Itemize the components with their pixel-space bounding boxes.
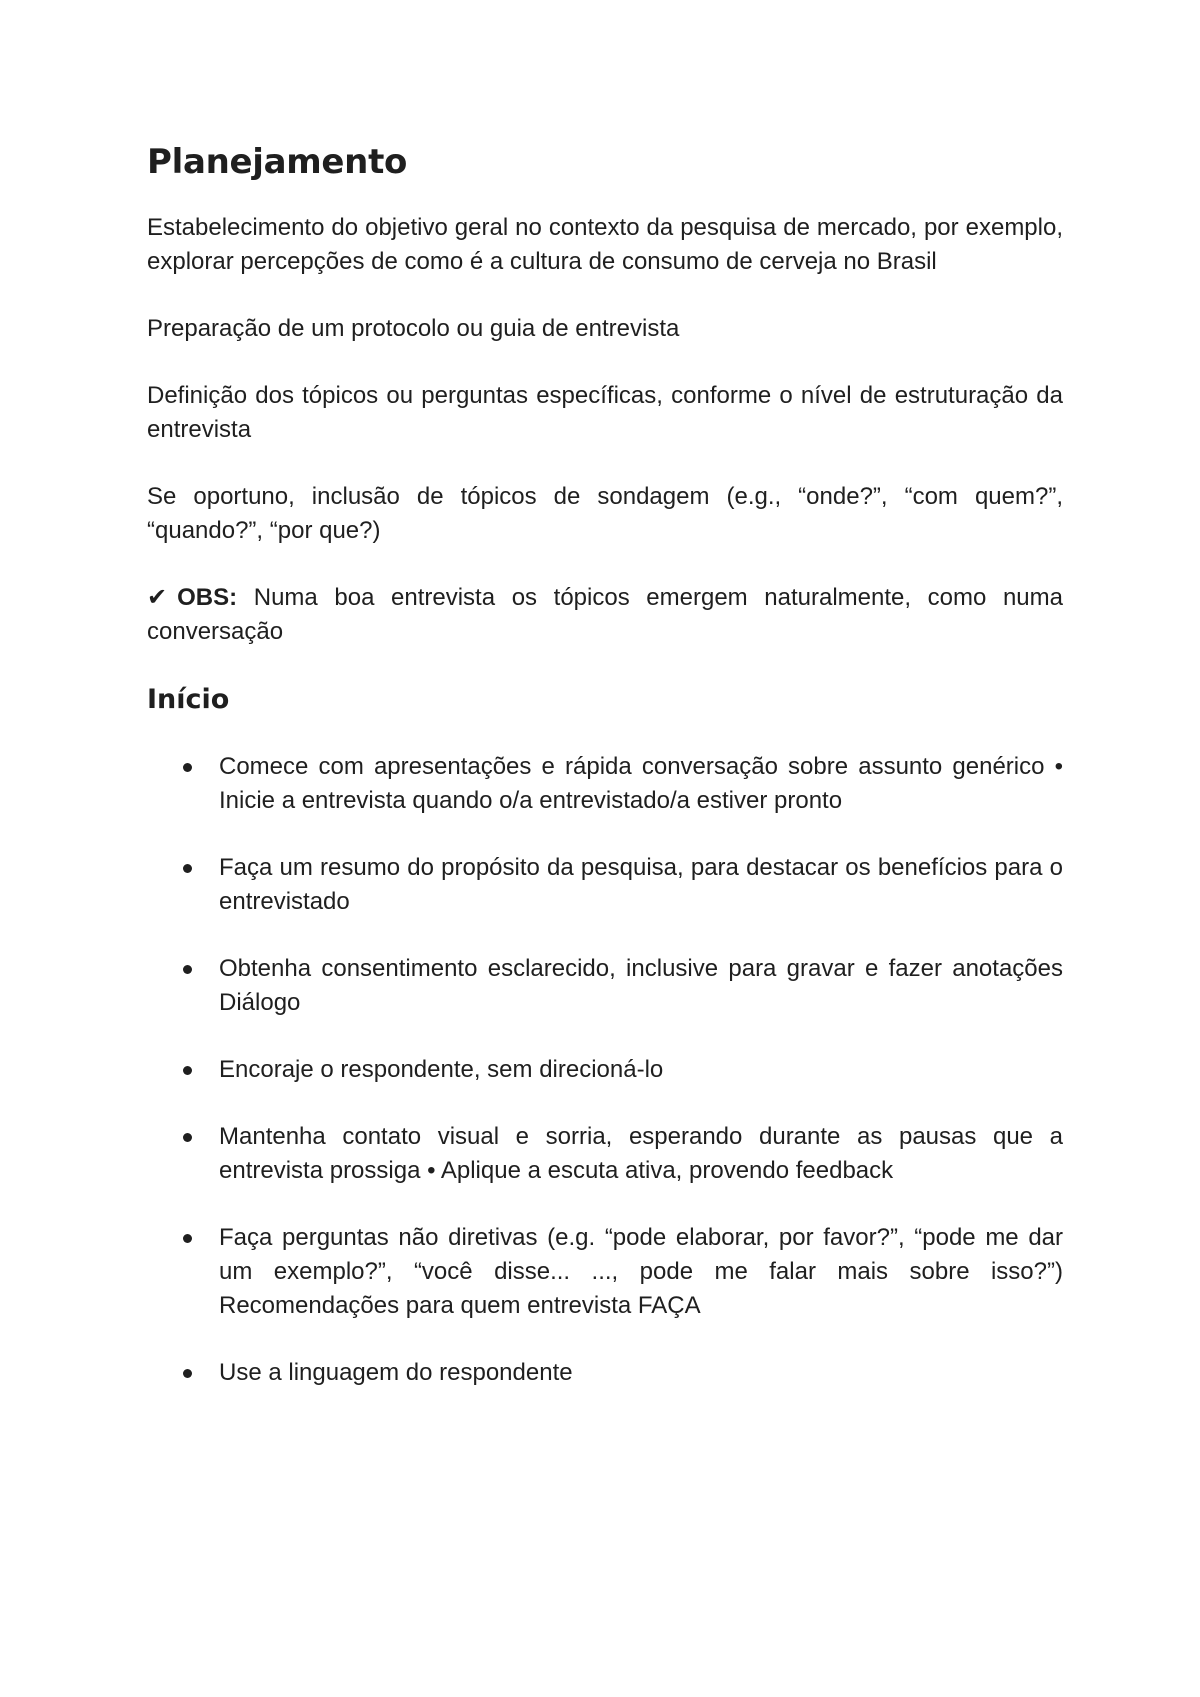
bullet-icon <box>183 864 192 873</box>
list-item-text: Comece com apresentações e rápida conversação sobre assunto genérico • Inicie a entrevista quando o/a entrevistado/a estiver pronto <box>219 753 1063 814</box>
bullet-icon <box>183 1369 192 1378</box>
list-item <box>147 750 1063 818</box>
bullet-list <box>147 750 1063 1390</box>
list-item-text: Use a linguagem do respondente <box>219 1359 573 1386</box>
list-item-text: Faça um resumo do propósito da pesquisa, para destacar os benefícios para o entrevistado <box>219 854 1063 915</box>
bullet-icon <box>183 965 192 974</box>
paragraph-probing: Se oportuno, inclusão de tópicos de sondagem (e.g., “onde?”, “com quem?”, “quando?”, “por que?) <box>147 483 1063 544</box>
list-item <box>147 1356 1063 1390</box>
checkmark-icon: ✔ <box>147 584 168 611</box>
obs-text: Numa boa entrevista os tópicos emergem naturalmente, como numa conversação <box>147 584 1063 645</box>
list-item-text: Faça perguntas não diretivas (e.g. “pode elaborar, por favor?”, “pode me dar um exemplo?”, “você disse... ..., pode me falar mais sobre isso?”) Recomendações para quem entrevista FAÇA <box>219 1224 1063 1319</box>
bullet-icon <box>183 763 192 772</box>
list-item-text: Obtenha consentimento esclarecido, inclusive para gravar e fazer anotações Diálogo <box>219 955 1063 1016</box>
list-item <box>147 1221 1063 1323</box>
obs-note <box>147 581 1063 649</box>
list-item <box>147 1053 1063 1087</box>
page-title: Planejamento <box>147 142 408 182</box>
bullet-icon <box>183 1066 192 1075</box>
section-title-inicio: Início <box>147 684 230 715</box>
list-item-text: Encoraje o respondente, sem direcioná-lo <box>219 1056 664 1083</box>
bullet-icon <box>183 1133 192 1142</box>
list-item <box>147 851 1063 919</box>
bullet-icon <box>183 1234 192 1243</box>
paragraph-topics: Definição dos tópicos ou perguntas específicas, conforme o nível de estruturação da entrevista <box>147 382 1063 443</box>
paragraph-objective: Estabelecimento do objetivo geral no contexto da pesquisa de mercado, por exemplo, explorar percepções de como é a cultura de consumo de cerveja no Brasil <box>147 214 1063 275</box>
paragraph-protocol: Preparação de um protocolo ou guia de entrevista <box>147 315 680 342</box>
list-item <box>147 1120 1063 1188</box>
obs-label: OBS: <box>177 584 238 611</box>
list-item-text: Mantenha contato visual e sorria, esperando durante as pausas que a entrevista prossiga • Aplique a escuta ativa, provendo feedback <box>219 1123 1063 1184</box>
document-page <box>147 140 1063 1423</box>
list-item <box>147 952 1063 1020</box>
